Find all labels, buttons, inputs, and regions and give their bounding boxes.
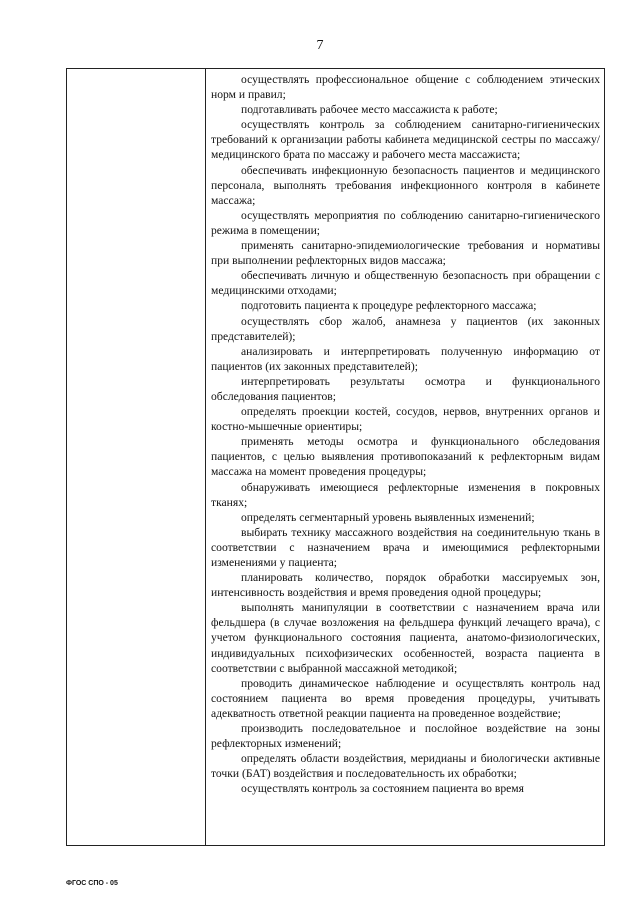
- content-table: [66, 68, 605, 846]
- list-item: применять методы осмотра и функционального обследования пациентов, с целью выявления противопоказаний к рефлекторным видам массажа на момент проведения процедуры;: [211, 435, 600, 479]
- list-item: анализировать и интерпретировать полученную информацию от пациентов (их законных представителей);: [211, 344, 600, 373]
- list-item: интерпретировать результаты осмотра и функционального обследования пациентов;: [211, 374, 600, 403]
- list-item: определять проекции костей, сосудов, нервов, внутренних органов и костно-мышечные ориентиры;: [211, 405, 600, 434]
- list-item: определять сегментарный уровень выявленных изменений;: [241, 510, 535, 524]
- table-right-column: [206, 69, 604, 845]
- list-item: производить последовательное и послойное воздействие на зоны рефлекторных изменений;: [211, 722, 600, 751]
- list-item: проводить динамическое наблюдение и осуществлять контроль над состоянием пациента во время проведения процедуры, учитывать адекватность ответной реакции пациента на проведенное воздействие;: [211, 676, 600, 720]
- list-item: подготавливать рабочее место массажиста к работе;: [241, 103, 498, 117]
- list-item: осуществлять контроль за соблюдением санитарно-гигиенических требований к организации работы кабинета медицинской сестры по массажу/медицинского брата по массажу и рабочего места массажиста;: [211, 118, 600, 162]
- list-item: осуществлять мероприятия по соблюдению санитарно-гигиенического режима в помещении;: [211, 208, 600, 237]
- list-item: обнаруживать имеющиеся рефлекторные изменения в покровных тканях;: [211, 480, 600, 509]
- list-item: планировать количество, порядок обработки массируемых зон, интенсивность воздействия и время проведения одной процедуры;: [211, 571, 600, 600]
- footer-code: ФГОС СПО - 05: [66, 880, 118, 887]
- list-item: осуществлять сбор жалоб, анамнеза у пациентов (их законных представителей);: [211, 314, 600, 343]
- list-item: применять санитарно-эпидемиологические требования и нормативы при выполнении рефлекторных видов массажа;: [211, 239, 600, 268]
- list-item: обеспечивать личную и общественную безопасность при обращении с медицинскими отходами;: [211, 269, 600, 298]
- table-left-column: [67, 69, 206, 845]
- page-number: 7: [316, 38, 324, 53]
- list-item: осуществлять профессиональное общение с соблюдением этических норм и правил;: [211, 73, 600, 102]
- list-item: выбирать технику массажного воздействия на соединительную ткань в соответствии с назначением врача и имеющимися рефлекторными изменениями у пациента;: [211, 525, 600, 569]
- list-item: осуществлять контроль за состоянием пациента во время: [241, 782, 524, 796]
- list-item: определять области воздействия, меридианы и биологически активные точки (БАТ) воздействия и последовательность их обработки;: [211, 752, 600, 781]
- list-item: подготовить пациента к процедуре рефлекторного массажа;: [241, 299, 537, 313]
- list-item: выполнять манипуляции в соответствии с назначением врача или фельдшера (в случае возложения на фельдшера функций лечащего врача), с учетом функционального состояния пациента, анатомо-физиологических, индивидуальных психофизических особенностей, возраста пациента в соответствии с выбранной массажной методикой;: [211, 601, 600, 675]
- list-item: обеспечивать инфекционную безопасность пациентов и медицинского персонала, выполнять требования инфекционного контроля в кабинете массажа;: [211, 163, 600, 207]
